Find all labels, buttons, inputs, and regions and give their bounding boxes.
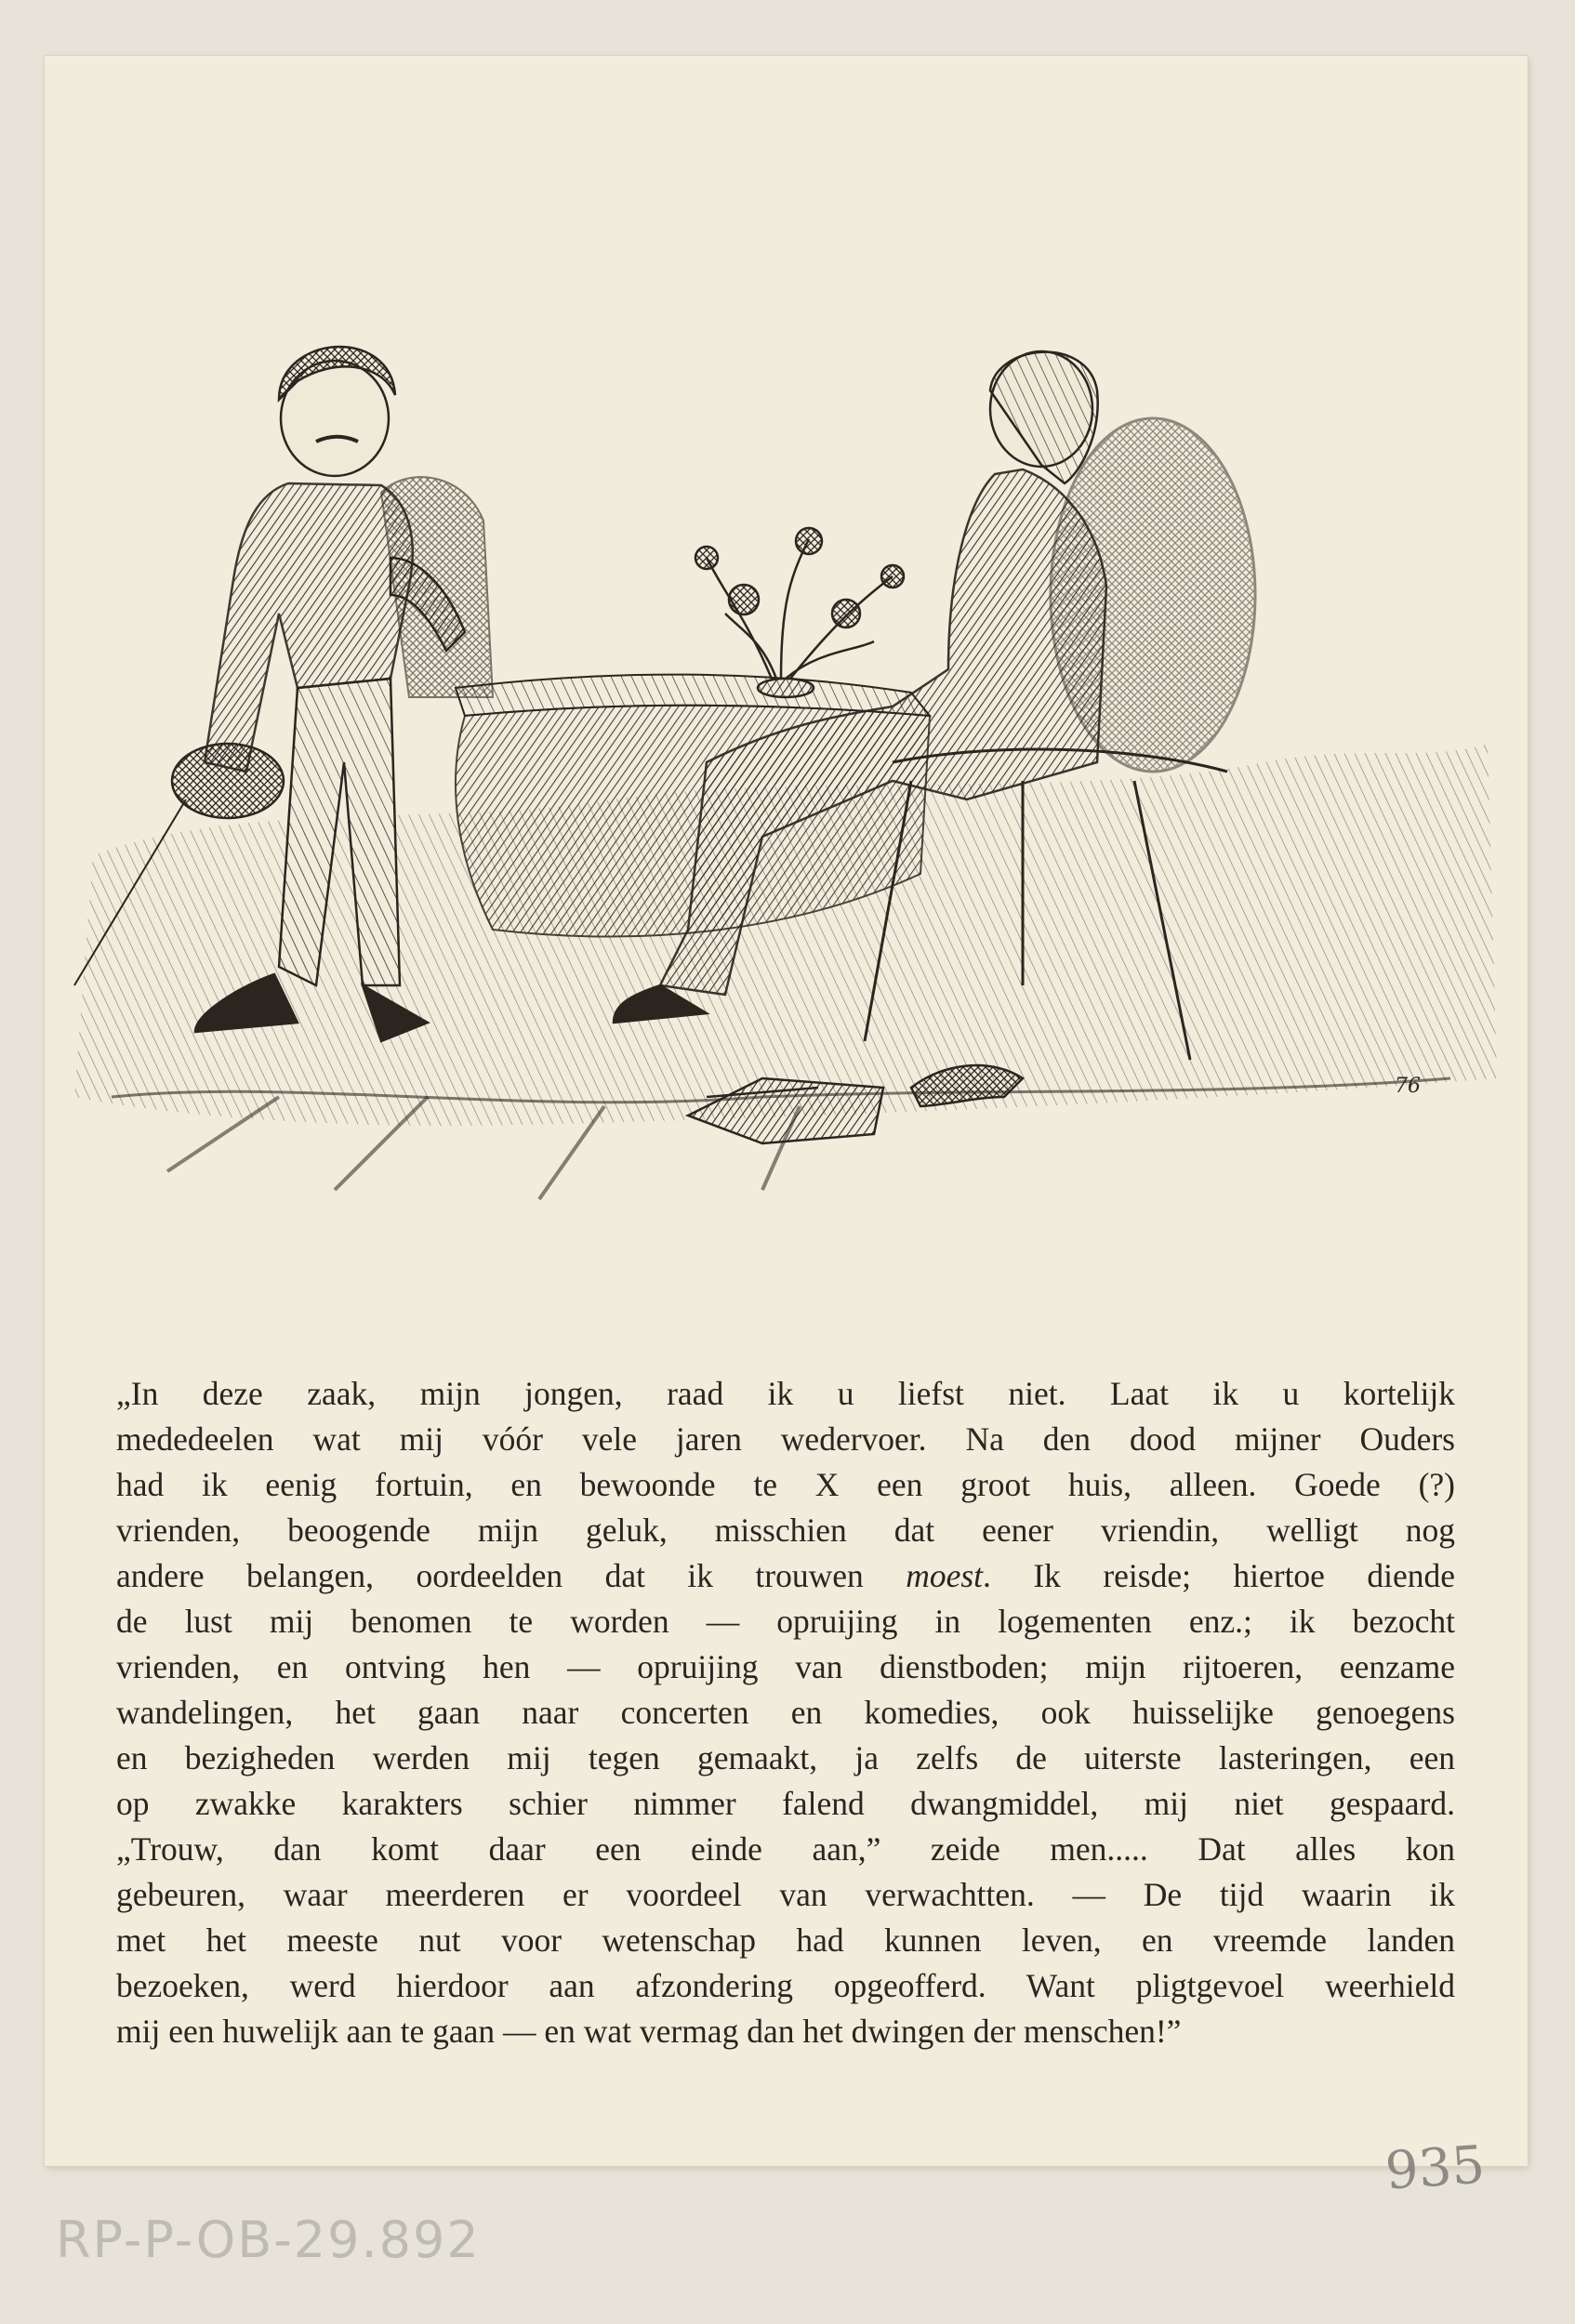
caption-text [116, 1371, 1455, 2054]
caption-line: met het meeste nut voor wetenschap had kunnen leven, en vreemde landen [116, 1921, 1455, 1959]
caption-line: de lust mij benomen te worden — opruijing in logementen enz.; ik bezocht [116, 1603, 1455, 1640]
caption-line: gebeuren, waar meerderen er voordeel van verwachtten. — De tijd waarin ik [116, 1876, 1455, 1913]
caption-line: en bezigheden werden mij tegen gemaakt, ja zelfs de uiterste lasteringen, een [116, 1739, 1455, 1776]
armchair-left [381, 477, 493, 697]
caption-line: „Trouw, dan komt daar een einde aan,” zeide men..... Dat alles kon [116, 1830, 1455, 1868]
caption-line: had ik eenig fortuin, en bewoonde te X een groot huis, alleen. Goede (?) [116, 1466, 1455, 1503]
caption-line: vrienden, beoogende mijn geluk, misschien dat eener vriendin, welligt nog [116, 1512, 1455, 1549]
potted-plant [695, 528, 904, 697]
caption-line: mededeelen wat mij vóór vele jaren wedervoer. Na den dood mijner Ouders [116, 1420, 1455, 1458]
caption-line: op zwakke karakters schier nimmer falend dwangmiddel, mij niet gespaard. [116, 1785, 1455, 1822]
caption-line: „In deze zaak, mijn jongen, raad ik u liefst niet. Laat ik u kortelijk [116, 1375, 1455, 1412]
caption-line: wandelingen, het gaan naar concerten en komedies, ook huisselijke genoegens [116, 1694, 1455, 1731]
caption-line: mij een huwelijk aan te gaan — en wat vermag dan het dwingen der menschen!” [116, 2013, 1182, 2050]
engraving-illustration [56, 279, 1515, 1320]
engraving-signature: 76 [1395, 1075, 1421, 1098]
caption-line: vrienden, en ontving hen — opruijing van dienstboden; mijn rijtoeren, eenzame [116, 1648, 1455, 1685]
handwritten-page-number: 935 [1383, 2134, 1488, 2202]
caption-line: bezoeken, werd hierdoor aan afzondering opgeofferd. Want pligtgevoel weerhield [116, 1967, 1455, 2004]
inventory-number: RP-P-OB-29.892 [56, 2211, 481, 2269]
caption-line: andere belangen, oordeelden dat ik trouwen moest. Ik reisde; hiertoe diende [116, 1557, 1455, 1594]
